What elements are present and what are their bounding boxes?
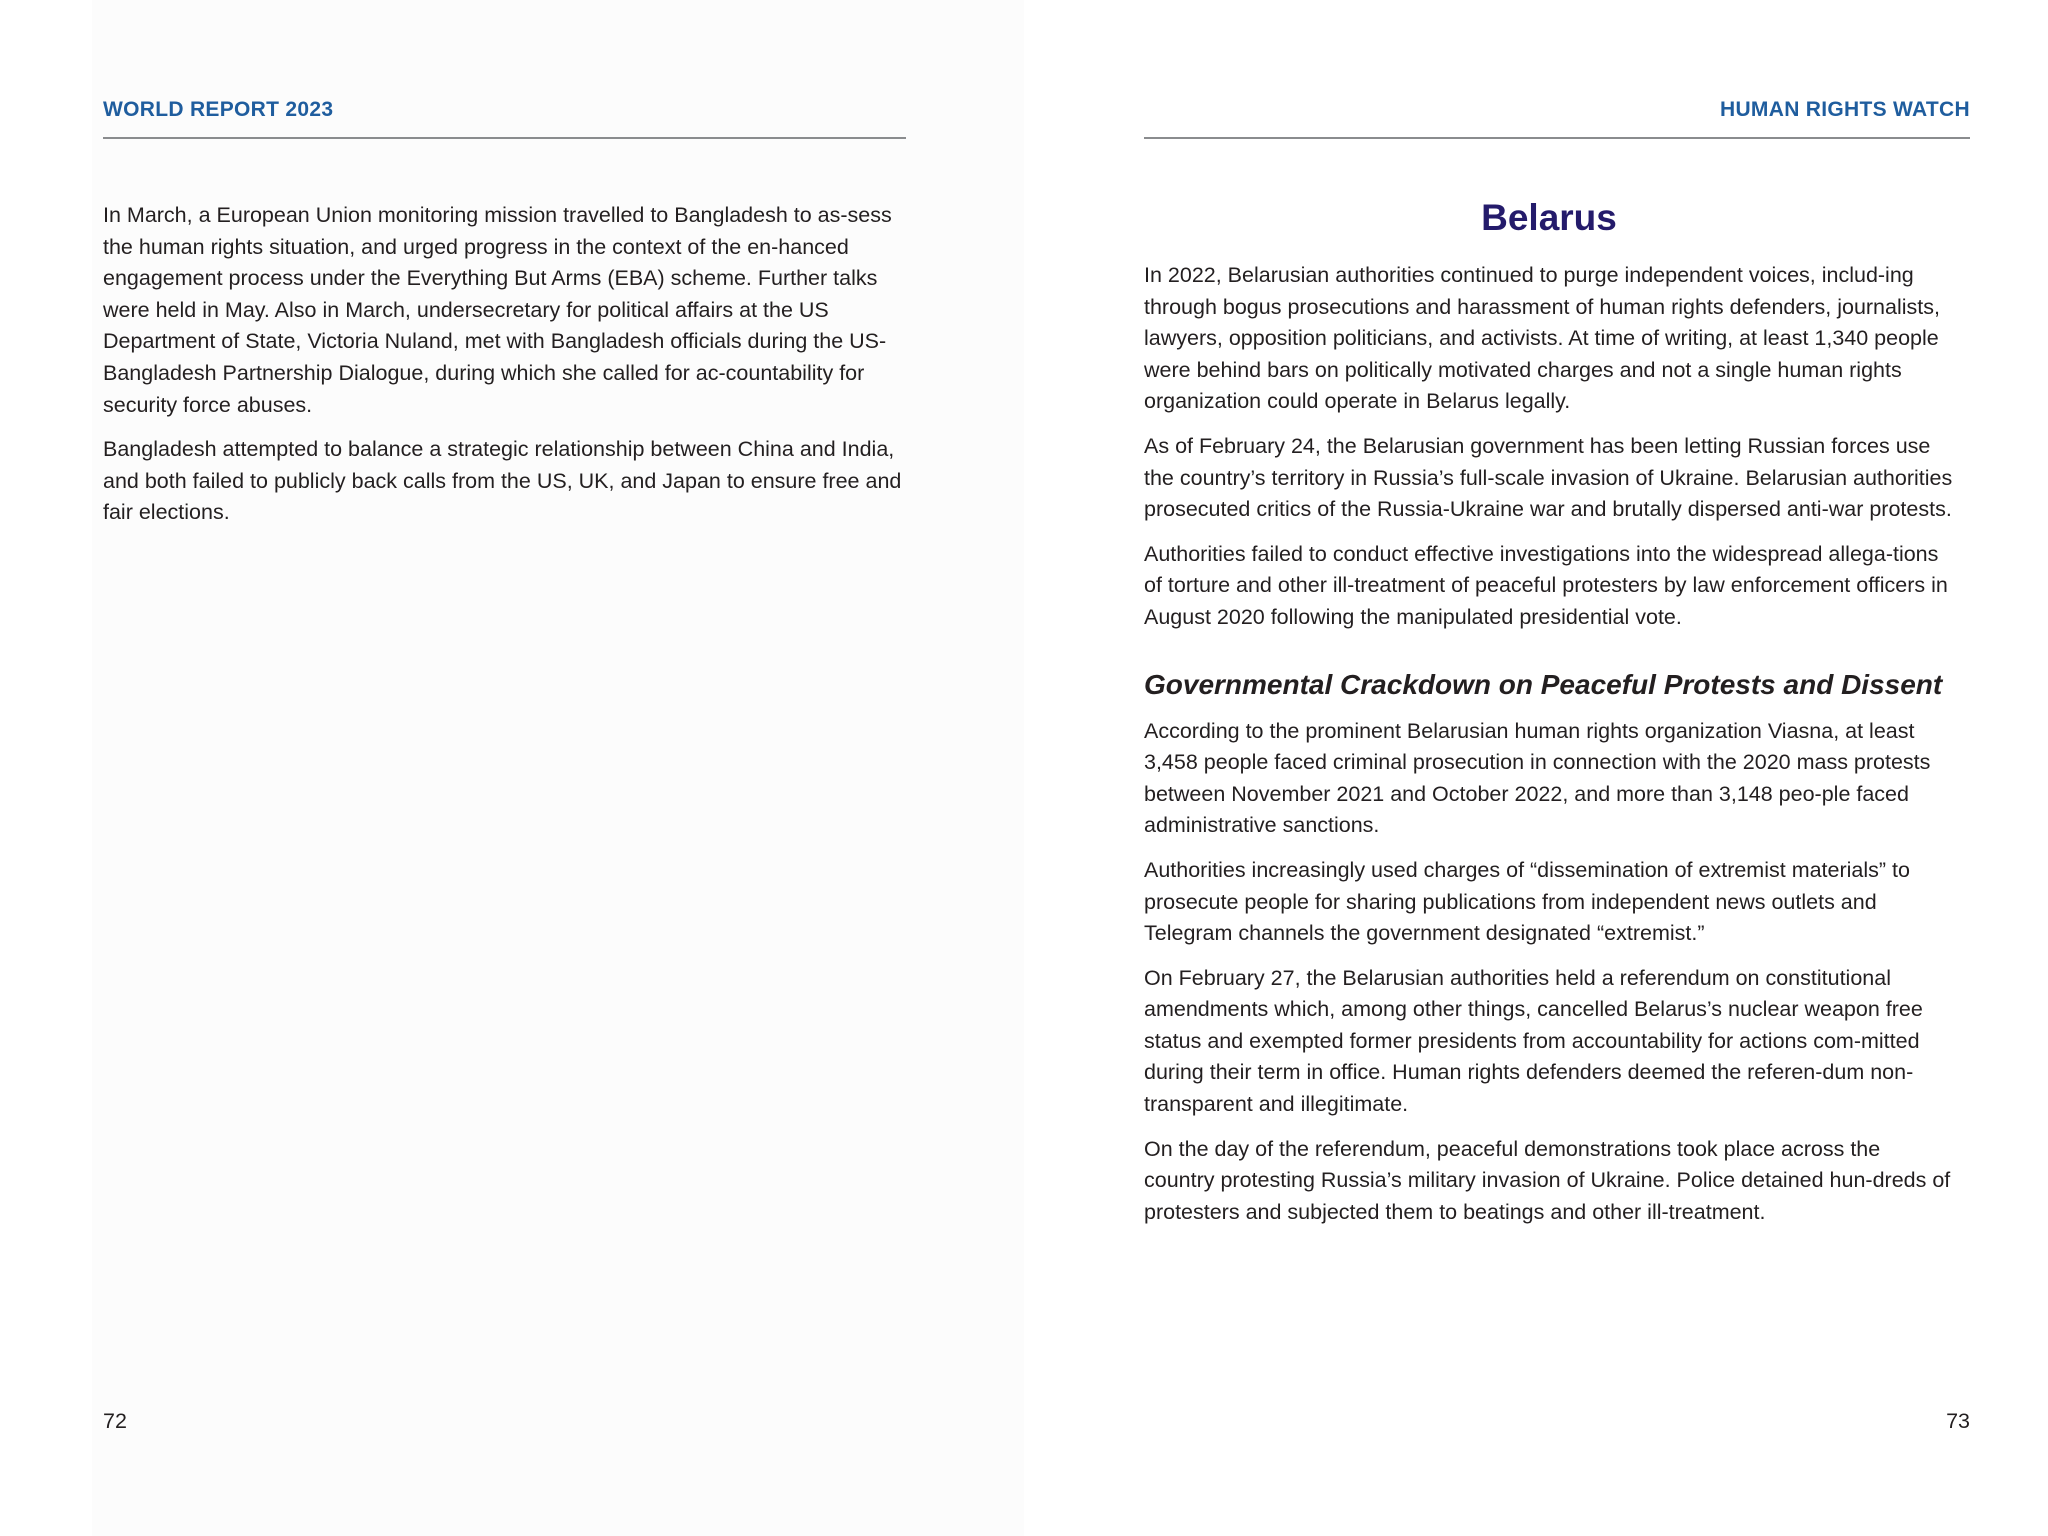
section-paragraph: On the day of the referendum, peaceful demonstrations took place across the country protesting Russia’s military invasion of Ukraine. Police detained hun-dreds of protesters and subjected them to beatings and other ill-treatment. [1144, 1136, 1951, 1224]
header-rule-right [1144, 137, 1970, 139]
body-paragraph: In March, a European Union monitoring mission travelled to Bangladesh to as-sess the human rights situation, and urged progress in the context of the en-hanced engagement process under the Everything But Arms (EBA) scheme. Further talks were held in May. Also in March, undersecretary for political affairs at the US Department of State, Victoria Nuland, met with Bangladesh officials during the US-Bangladesh Partnership Dialogue, during which she called for ac-countability for security force abuses. [103, 203, 892, 417]
intro-paragraph: As of February 24, the Belarusian government has been letting Russian forces use the country’s territory in Russia’s full-scale invasion of Ukraine. Belarusian authorities prosecuted critics of the Russia-Ukraine war and brutally dispersed anti-war protests. [1144, 433, 1953, 522]
running-head-right: HUMAN RIGHTS WATCH [1720, 98, 1970, 121]
right-page [1024, 0, 2048, 1536]
section-paragraph: According to the prominent Belarusian human rights organization Viasna, at least 3,458 people faced criminal prosecution in connection with the 2020 mass protests between November 2021 and October 2022, and more than 3,148 peo-ple faced administrative sanctions. [1144, 718, 1931, 838]
section-paragraph: Authorities increasingly used charges of “dissemination of extremist materials” to prosecute people for sharing publications from independent news outlets and Telegram channels the government designated “extremist.” [1144, 857, 1910, 946]
header-rule-left [103, 137, 906, 139]
page-number-left: 72 [103, 1409, 127, 1433]
intro-paragraph: Authorities failed to conduct effective investigations into the widespread allega-tions of torture and other ill-treatment of peaceful protesters by law enforcement officers in August 2020 following the manipulated presidential vote. [1144, 541, 1948, 629]
body-paragraph: Bangladesh attempted to balance a strategic relationship between China and India, and both failed to publicly back calls from the US, UK, and Japan to ensure free and fair elections. [103, 437, 902, 525]
right-body [1144, 198, 1954, 1241]
section-paragraph: On February 27, the Belarusian authorities held a referendum on constitutional amendments which, among other things, cancelled Belarus’s nuclear weapon free status and exempted former presidents from accountability for actions com-mitted during their term in office. Human rights defenders deemed the referen-dum non-transparent and illegitimate. [1144, 965, 1923, 1117]
article-title: Belarus [1481, 197, 1617, 238]
running-head-left: WORLD REPORT 2023 [103, 98, 334, 121]
section-subheading: Governmental Crackdown on Peaceful Protests and Dissent [1144, 668, 1943, 700]
left-body [103, 200, 913, 542]
page-number-right: 73 [1946, 1409, 1970, 1433]
intro-paragraph: In 2022, Belarusian authorities continued to purge independent voices, includ-ing through bogus prosecutions and harassment of human rights defenders, journalists, lawyers, opposition politicians, and activists. At time of writing, at least 1,340 people were behind bars on politically motivated charges and not a single human rights organization could operate in Belarus legally. [1144, 263, 1940, 414]
